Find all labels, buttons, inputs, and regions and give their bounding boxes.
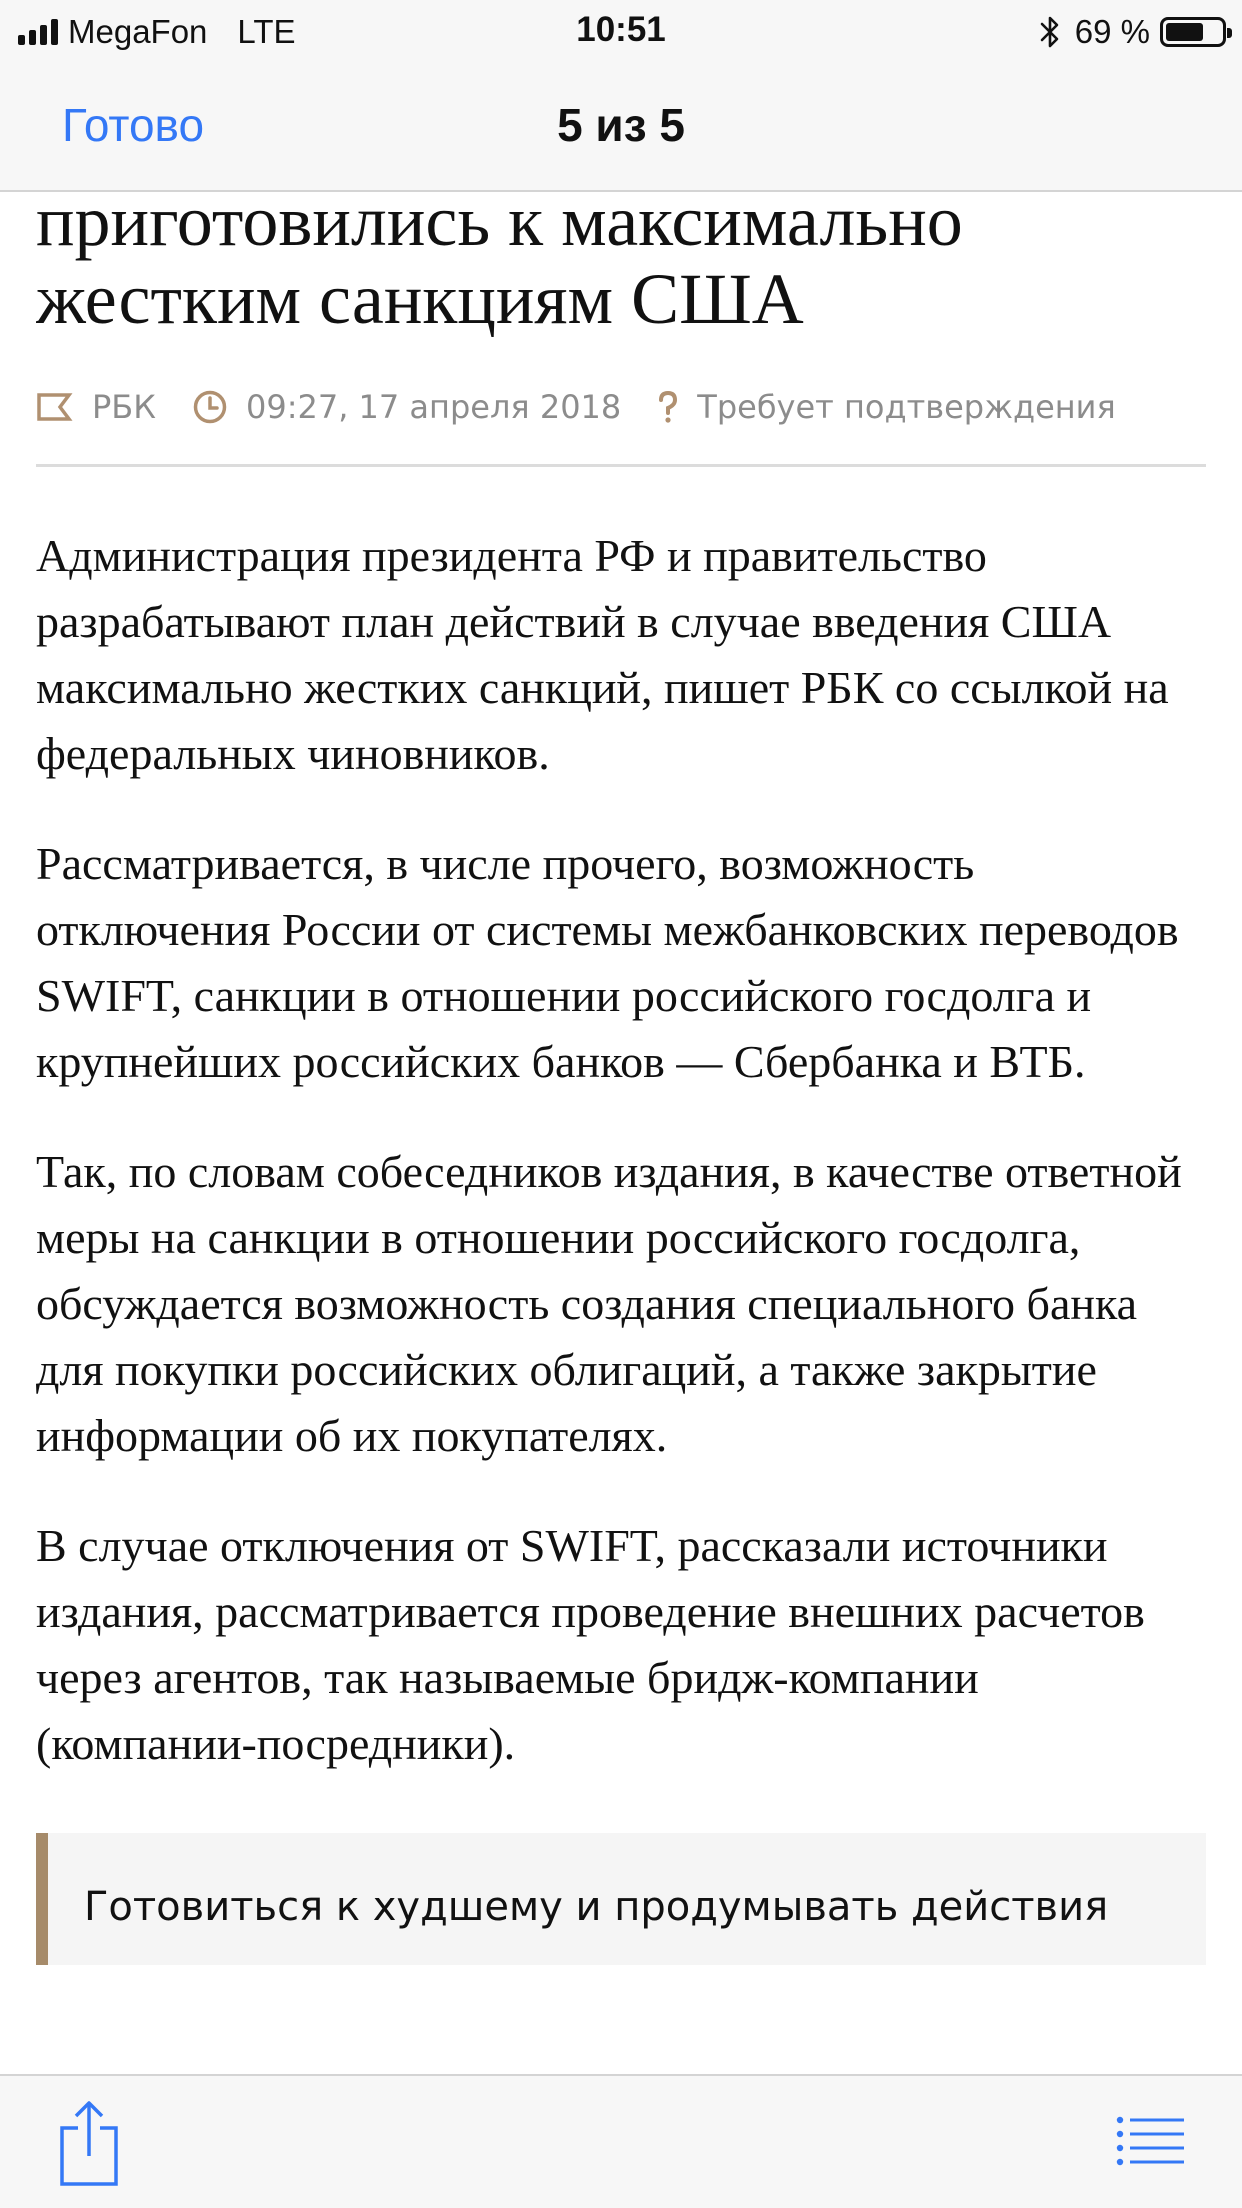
article-paragraph: Рассматривается, в числе прочего, возможность отключения России от системы межбанковских переводов SWIFT, санкции в отношении российского госдолга и крупнейших российских банков — Сбербанка и ВТБ. xyxy=(36,838,1179,1087)
nav-bar xyxy=(0,62,1242,192)
status-bar xyxy=(0,0,1242,62)
battery-fill xyxy=(1166,23,1203,41)
nav-title: 5 из 5 xyxy=(557,99,685,151)
publish-datetime: 09:27, 17 апреля 2018 xyxy=(245,388,622,426)
verification-status: Требует подтверждения xyxy=(697,388,1116,426)
headline-container xyxy=(36,192,1206,338)
status-right xyxy=(1039,10,1226,54)
source-flag-icon xyxy=(36,392,74,422)
clock-icon xyxy=(192,389,228,425)
article-paragraph: Администрация президента РФ и правительство разрабатывают план действий в случае введения США максимально жестких санкций, пишет РБК со ссылкой на федеральных чиновников. xyxy=(36,530,1169,779)
battery-icon xyxy=(1160,17,1226,47)
article-paragraph: В случае отключения от SWIFT, рассказали источники издания, рассматривается проведение внешних расчетов через агентов, так называемые бридж-компании (компании-посредники). xyxy=(36,1520,1145,1769)
article-headline: приготовились к максимально жестким санкциям США xyxy=(36,192,963,338)
article-meta xyxy=(36,388,1206,426)
share-icon[interactable] xyxy=(56,2098,122,2188)
battery-nub xyxy=(1227,28,1232,38)
done-button[interactable]: Готово xyxy=(62,99,205,151)
network-type: LTE xyxy=(237,13,296,50)
meta-datetime xyxy=(192,388,621,426)
meta-divider xyxy=(36,464,1206,467)
carrier-name: MegaFon xyxy=(68,13,208,50)
source-name: РБК xyxy=(92,388,156,426)
pull-quote: Готовиться к худшему и продумывать действия xyxy=(36,1833,1206,1965)
bluetooth-icon xyxy=(1039,15,1061,49)
question-icon xyxy=(657,390,679,424)
battery-percent: 69 % xyxy=(1074,13,1150,50)
status-time: 10:51 xyxy=(576,10,666,49)
list-icon[interactable] xyxy=(1116,2112,1186,2172)
meta-source[interactable] xyxy=(36,388,156,426)
article xyxy=(36,192,1206,2072)
article-paragraph: Так, по словам собеседников издания, в качестве ответной меры на санкции в отношении российского госдолга, обсуждается возможность создания специального банка для покупки российских облигаций, а также закрытие информации об их покупателях. xyxy=(36,1146,1182,1461)
bottom-toolbar xyxy=(0,2074,1242,2208)
meta-status[interactable] xyxy=(657,388,1115,426)
